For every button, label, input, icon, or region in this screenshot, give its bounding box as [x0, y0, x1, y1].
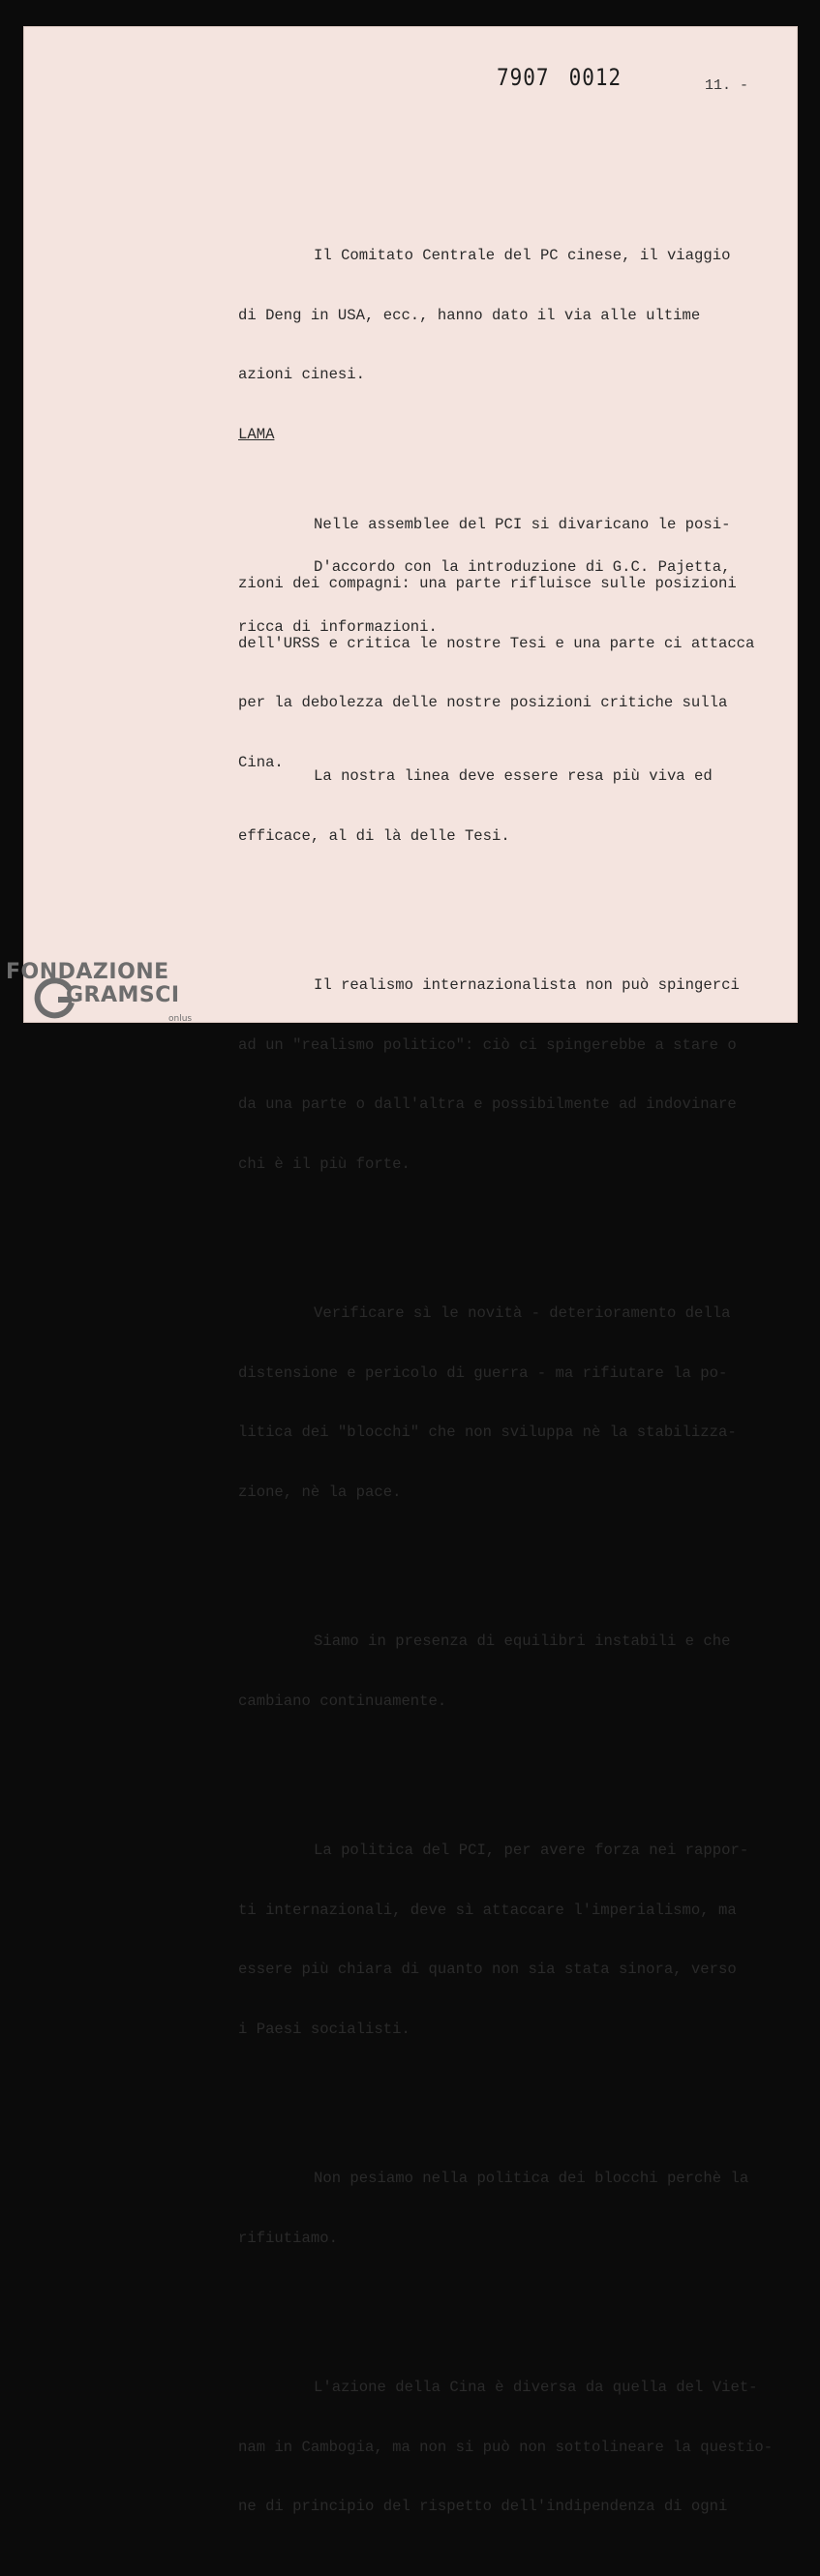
text-line: Non pesiamo nella politica dei blocchi perchè la [314, 2170, 749, 2187]
text-line: nam in Cambogia, ma non si può non sottolineare la questio- [238, 2438, 774, 2456]
text-line: D'accordo con la introduzione di G.C. Pajetta, [314, 558, 731, 576]
text-line: distensione e pericolo di guerra - ma rifiutare la po- [238, 1363, 728, 1382]
lama-paragraph-1 [238, 518, 773, 676]
text-line: azioni cinesi. [238, 366, 366, 383]
text-line: chi è il più forte. [238, 1154, 410, 1173]
text-line: essere più chiara di quanto non sia stata sinora, verso [238, 1961, 737, 1978]
text-line: cambiano continuamente. [238, 1692, 447, 1710]
archive-number [497, 64, 622, 91]
text-line: Siamo in presenza di equilibri instabili e che [314, 1632, 731, 1650]
page-number: 11. - [705, 77, 749, 94]
text-line: L'azione della Cina è diversa da quella del Viet- [314, 2379, 758, 2396]
text-line: ti internazionali, deve sì attaccare l'imperialismo, ma [238, 1901, 737, 1919]
text-line: rifiutiamo. [238, 2229, 338, 2247]
text-line: Cina. [238, 753, 284, 771]
text-line: La nostra linea deve essere resa più viva ed [314, 767, 713, 785]
text-line: Il realismo internazionalista non può spingerci [314, 976, 740, 994]
text-line: di Deng in USA, ecc., hanno dato il via alle ultime [238, 306, 701, 324]
archive-number-b: 0012 [568, 64, 623, 91]
text-line: litica dei "blocchi" che non sviluppa nè la stabilizza- [238, 1423, 737, 1441]
lama-paragraph-2 [238, 727, 773, 885]
fondazione-gramsci-watermark [6, 960, 209, 1028]
text-line: ad un "realismo politico": ciò ci spingerebbe a stare o [238, 1035, 737, 1054]
text-line: Verificare sì le novità - deterioramento della [314, 1304, 731, 1322]
lama-paragraph-6 [238, 1801, 773, 2079]
text-line: Il Comitato Centrale del PC cinese, il viaggio [314, 247, 731, 264]
lama-paragraph-5 [238, 1592, 773, 1751]
text-line: per la debolezza delle nostre posizioni critiche sulla [238, 694, 728, 711]
watermark-line-1: FONDAZIONE [6, 960, 169, 984]
text-line: La politica del PCI, per avere forza nei rappor- [314, 1842, 749, 1859]
lama-paragraph-8 [238, 2338, 773, 2557]
text-line: ne di principio del rispetto dell'indipendenza di ogni [238, 2498, 728, 2515]
intro-paragraph-1 [238, 206, 754, 425]
lama-paragraph-3 [238, 936, 773, 1213]
archive-number-a: 7907 [497, 64, 550, 91]
text-line: i Paesi socialisti. [238, 2020, 410, 2038]
text-line: dell'URSS e critica le nostre Tesi e una parte ci attacca [238, 634, 755, 652]
lama-text-block [238, 478, 773, 2576]
watermark-line-2: GRAMSCI [66, 983, 180, 1007]
lama-paragraph-7 [238, 2129, 773, 2288]
text-line: Nelle assemblee del PCI si divaricano le posi- [314, 515, 731, 533]
section-heading: LAMA [238, 426, 275, 443]
text-line: efficace, al di là delle Tesi. [238, 826, 510, 845]
lama-paragraph-4 [238, 1264, 773, 1542]
text-line: zione, nè la pace. [238, 1483, 402, 1501]
watermark-line-3: onlus [168, 1014, 193, 1024]
text-line: ricca di informazioni. [238, 617, 438, 636]
text-line: da una parte o dall'altra e possibilmente ad indovinare [238, 1095, 737, 1113]
text-line: zioni dei compagni: una parte rifluisce sulle posizioni [238, 575, 737, 592]
